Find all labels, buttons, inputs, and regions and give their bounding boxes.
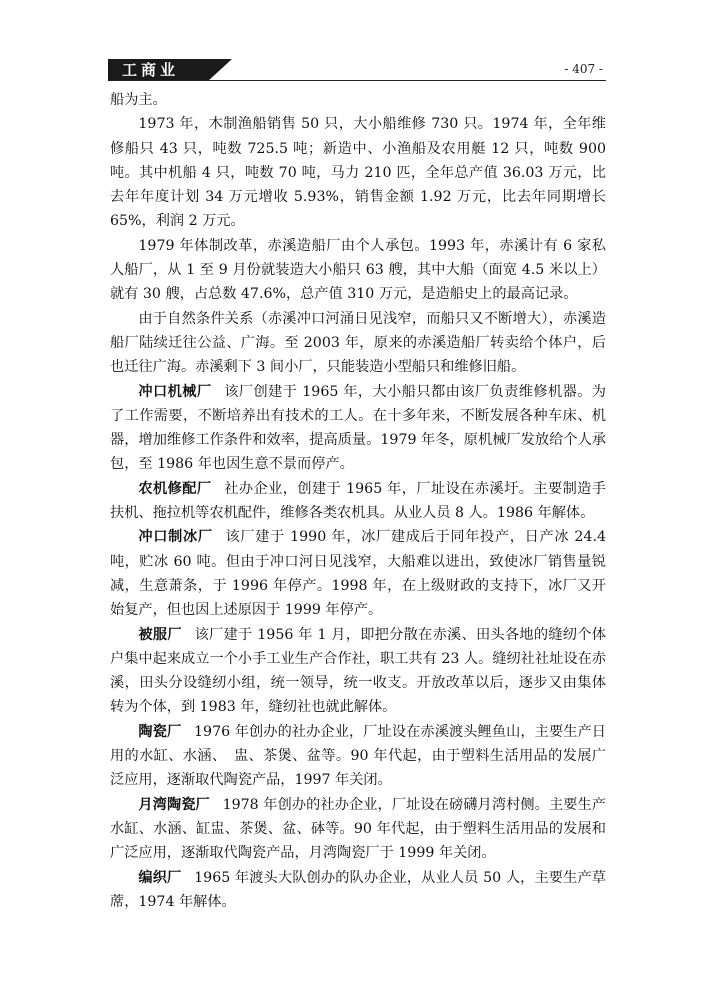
paragraph-relocation	[110, 307, 606, 380]
page-number: - 407 -	[564, 62, 603, 76]
entry-text: 1978 年创办的社办企业，厂址设在磅礴月湾村侧。主要生产水缸、水涵、缸盅、茶煲、盆、砵等。90 年代起，由于塑料生活用品的发展和广泛应用，逐渐取代陶瓷产品，月湾陶瓷厂于 1999 年关闭。	[110, 796, 606, 862]
entry-yuewan-ceramics-plant	[110, 793, 606, 866]
entry-term: 陶瓷厂	[138, 723, 182, 740]
section-title: 工商业	[122, 61, 180, 79]
entry-term: 编织厂	[138, 869, 182, 886]
entry-term: 月湾陶瓷厂	[138, 796, 210, 813]
paragraph-continuation	[110, 88, 606, 112]
paragraph-text: 1973 年，木制渔船销售 50 只，大小船维修 730 只。1974 年，全年维修船只 43 只，吨数 725.5 吨；新造中、小渔船及农用艇 12 只，吨数 900 吨。其中机船 4 只，吨数 70 吨，马力 210 匹，全年总产值 36.03 万元，比去年年度计划 34 万元增收 5.93%，销售金额 1.92 万元，比去年同期增长 65%，利润 2 万元。	[110, 116, 606, 230]
body-text	[110, 88, 606, 914]
entry-text: 1965 年渡头大队创办的队办企业，从业人员 50 人，主要生产草蓆，1974 年解体。	[110, 869, 606, 910]
paragraph-text: 1979 年体制改革，赤溪造船厂由个人承包。1993 年，赤溪计有 6 家私人船厂，从 1 至 9 月份就装造大小船只 63 艘，其中大船（面宽 4.5 米以上）就有 30 艘，占总数 47.6%，总产值 310 万元，是造船史上的最高记录。	[110, 237, 606, 303]
entry-text: 该厂创建于 1965 年，大小船只都由该厂负责维修机器。为了工作需要，不断培养出有技术的工人。在十多年来，不断发展各种车床、机器，增加维修工作条件和效率，提高质量。1979 年冬，原机械厂发放给个人承包，至 1986 年也因生意不景而停产。	[110, 383, 606, 473]
entry-ice-plant	[110, 525, 606, 622]
paragraph-1973	[110, 112, 606, 233]
entry-term: 被服厂	[138, 626, 182, 643]
paragraph-1979	[110, 234, 606, 307]
entry-machinery-plant	[110, 380, 606, 477]
entry-text: 社办企业，创建于 1965 年，厂址设在赤溪圩。主要制造手扶机、拖拉机等农机配件，维修各类农机具。从业人员 8 人。1986 年解体。	[110, 480, 606, 522]
header-rule	[108, 80, 606, 81]
entry-weaving-plant	[110, 866, 606, 915]
entry-farm-machinery-plant	[110, 477, 606, 526]
entry-text: 该厂建于 1990 年，冰厂建成后于同年投产，日产冰 24.4 吨，贮冰 60 吨。但由于冲口河日见浅窄，大船难以进出，致使冰厂销售量锐减，生意萧条，于 1996 年停产。1998 年，在上级财政的支持下，冰厂又开始复产，但也因上述原因于 1999 年停产。	[110, 529, 606, 619]
entry-text: 1976 年创办的社办企业，厂址设在赤溪渡头鲤鱼山，主要生产日用的水缸、水涵、 盅、茶煲、盆等。90 年代起，由于塑料生活用品的发展广泛应用，逐渐取代陶瓷产品，1997 年关闭。	[110, 723, 606, 789]
paragraph-text: 船为主。	[110, 92, 167, 108]
entry-term: 冲口制冰厂	[138, 529, 213, 546]
entry-text: 该厂建于 1956 年 1 月，即把分散在赤溪、田头各地的缝纫个体户集中起来成立一个小手工业生产合作社，职工共有 23 人。缝纫社社址设在赤溪，田头分设缝纫小组，统一领导，统一收支。开放改革以后，逐步又由集体转为个体，到 1983 年，缝纫社也就此解体。	[110, 626, 606, 716]
entry-term: 冲口机械厂	[138, 383, 212, 400]
entry-garment-plant	[110, 623, 606, 720]
paragraph-text: 由于自然条件关系（赤溪冲口河涌日见浅窄，而船只又不断增大），赤溪造船厂陆续迁往公益、广海。至 2003 年，原来的赤溪造船厂转卖给个体户，后也迁往广海。赤溪剩下 3 间小厂，只能装造小型船只和维修旧船。	[110, 310, 606, 376]
entry-ceramics-plant	[110, 720, 606, 793]
entry-term: 农机修配厂	[138, 480, 212, 497]
